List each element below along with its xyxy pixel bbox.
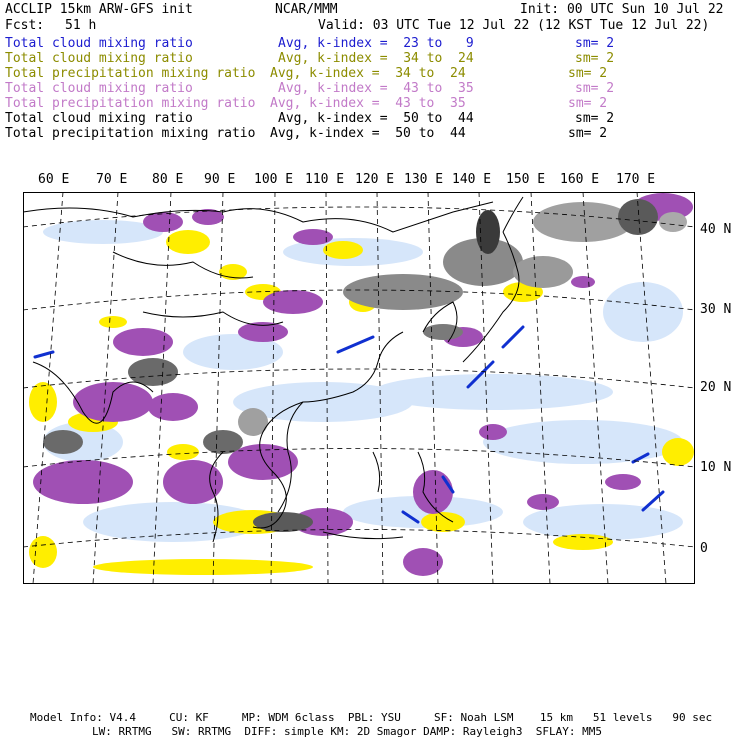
- lon-label: 90 E: [204, 172, 236, 187]
- model-info-line-1: Model Info: V4.4 CU: KF MP: WDM 6class PBL: YSU SF: Noah LSM 15 km 51 levels 90 sec: [30, 711, 713, 724]
- legend-field: Total precipitation mixing ratio: [5, 66, 256, 81]
- model-info-line-2: LW: RRTMG SW: RRTMG DIFF: simple KM: 2D Smagor DAMP: Rayleigh3 SFLAY: MM5: [92, 725, 602, 738]
- legend-field: Total cloud mixing ratio: [5, 111, 193, 126]
- legend-field: Total cloud mixing ratio: [5, 81, 193, 96]
- valid-time: Valid: 03 UTC Tue 12 Jul 22 (12 KST Tue 12 Jul 22): [318, 18, 710, 33]
- legend-avg: Avg, k-index = 50 to 44: [278, 111, 474, 126]
- lon-label: 70 E: [96, 172, 128, 187]
- lon-label: 140 E: [452, 172, 492, 187]
- lat-label: 10 N: [700, 460, 732, 475]
- legend-avg: Avg, k-index = 43 to 35: [270, 96, 466, 111]
- lon-label: 130 E: [404, 172, 444, 187]
- legend-sm: sm= 2: [575, 36, 615, 51]
- lon-label: 100 E: [254, 172, 294, 187]
- legend-field: Total precipitation mixing ratio: [5, 96, 256, 111]
- legend-sm: sm= 2: [575, 111, 615, 126]
- legend-avg: Avg, k-index = 34 to 24: [278, 51, 474, 66]
- legend-field: Total cloud mixing ratio: [5, 51, 193, 66]
- legend-avg: Avg, k-index = 50 to 44: [270, 126, 466, 141]
- lat-label: 30 N: [700, 302, 732, 317]
- lon-label: 170 E: [616, 172, 656, 187]
- legend-sm: sm= 2: [568, 66, 608, 81]
- legend-avg: Avg, k-index = 34 to 24: [270, 66, 466, 81]
- lon-label: 80 E: [152, 172, 184, 187]
- legend-field: Total cloud mixing ratio: [5, 36, 193, 51]
- forecast-label: Fcst:: [5, 18, 45, 33]
- lon-label: 150 E: [506, 172, 546, 187]
- legend-sm: sm= 2: [568, 126, 608, 141]
- lon-label: 110 E: [305, 172, 345, 187]
- legend-sm: sm= 2: [575, 81, 615, 96]
- legend-avg: Avg, k-index = 43 to 35: [278, 81, 474, 96]
- forecast-map: [23, 192, 695, 584]
- lat-label: 0: [700, 541, 708, 556]
- legend-avg: Avg, k-index = 23 to 9: [278, 36, 474, 51]
- lon-label: 160 E: [560, 172, 600, 187]
- forecast-hour: 51 h: [65, 18, 97, 33]
- init-time: Init: 00 UTC Sun 10 Jul 22: [520, 2, 724, 17]
- legend-field: Total precipitation mixing ratio: [5, 126, 256, 141]
- plot-title: ACCLIP 15km ARW-GFS init: [5, 2, 193, 17]
- lat-label: 20 N: [700, 380, 732, 395]
- lat-label: 40 N: [700, 222, 732, 237]
- legend-sm: sm= 2: [568, 96, 608, 111]
- lon-label: 120 E: [355, 172, 395, 187]
- lon-label: 60 E: [38, 172, 70, 187]
- organization-label: NCAR/MMM: [275, 2, 338, 17]
- legend-sm: sm= 2: [575, 51, 615, 66]
